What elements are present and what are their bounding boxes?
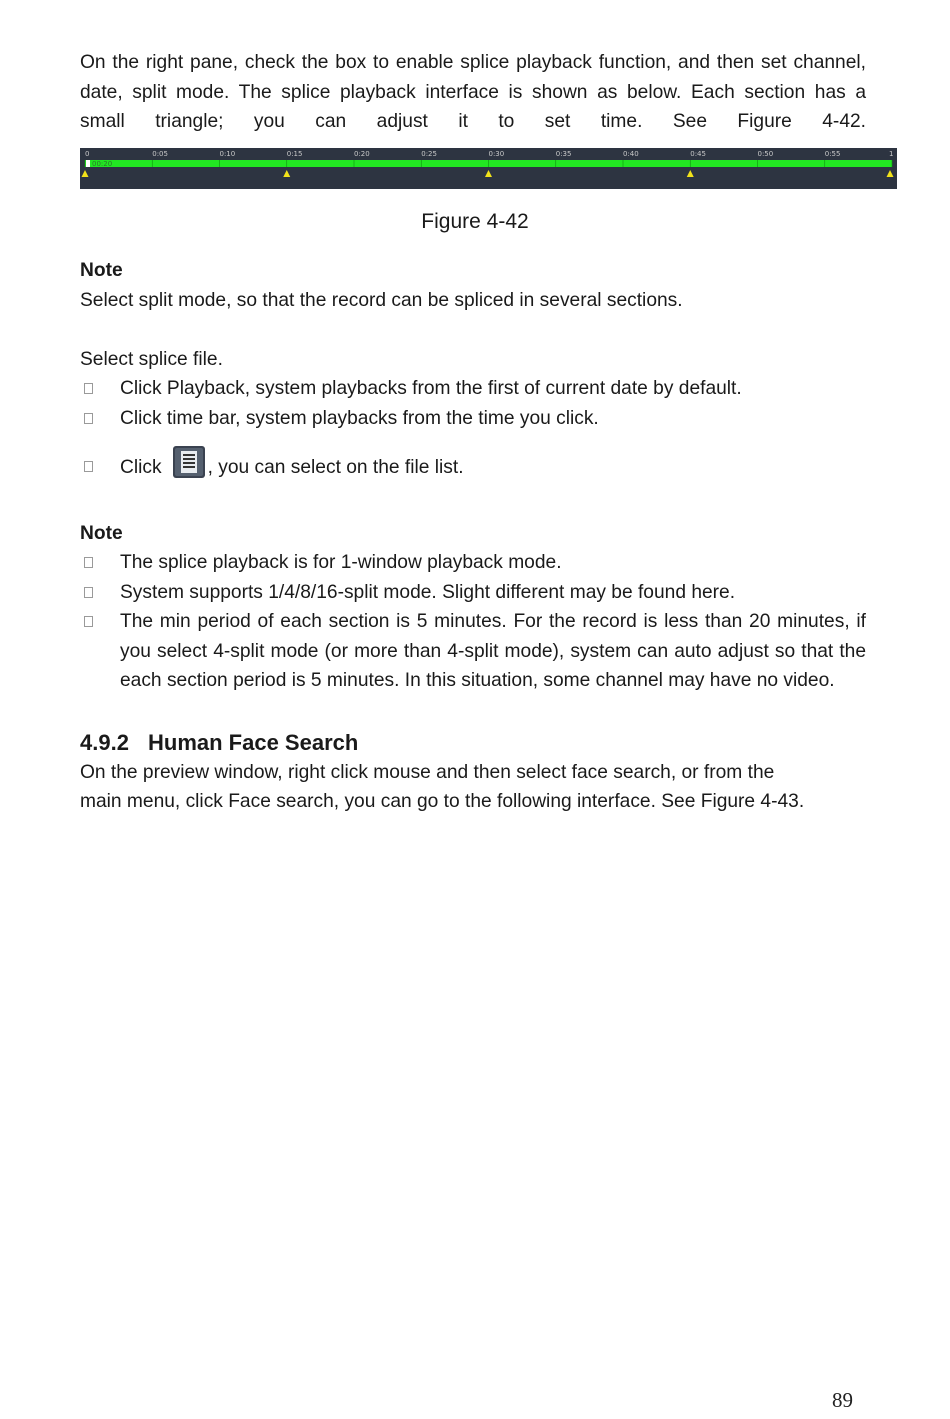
section-triangle-handle	[687, 170, 694, 177]
page-body	[80, 48, 866, 137]
file-list-icon[interactable]	[172, 445, 206, 479]
click-prefix: Click	[120, 457, 162, 478]
list-item-text: Click Playback, system playbacks from the first of current date by default.	[120, 378, 742, 399]
splice-time-bar[interactable]	[80, 148, 897, 189]
note-title: Note	[80, 260, 123, 281]
page-number: 89	[832, 1388, 853, 1412]
list-item	[80, 374, 866, 404]
section-triangle-handle	[283, 170, 290, 177]
intro-line-2: date, split mode. The splice playback interface is shown as below. Each section has a	[80, 81, 866, 103]
section-triangle-handle	[485, 170, 492, 177]
intro-line-3: small triangle; you can adjust it to set time. See Figure 4-42.	[80, 111, 866, 132]
bullet-box-icon	[84, 461, 93, 472]
tick-label: 0:30	[488, 150, 505, 158]
bullet-box-icon	[84, 587, 93, 598]
list-item-text: Click time bar, system playbacks from the time you click.	[120, 407, 599, 429]
tick-label: 0:15	[286, 150, 303, 158]
note-title: Note	[80, 522, 123, 544]
tick-label: 0:45	[690, 150, 706, 158]
note-text: Select split mode, so that the record can be spliced in several sections.	[80, 289, 683, 311]
tick-label: 0	[85, 150, 90, 158]
section-triangle-handle	[82, 170, 89, 177]
section-heading	[80, 728, 866, 758]
tick-label: 0:05	[152, 150, 168, 158]
tick-label: 0:25	[421, 150, 437, 158]
current-time-label: 00:20	[92, 160, 113, 168]
content-body	[80, 256, 866, 817]
tick-label: 0:20	[354, 150, 370, 158]
tick-label: 0:55	[824, 150, 841, 158]
section-text-line-1: On the preview window, right click mouse and then select face search, or from the	[80, 761, 775, 783]
bullet-box-icon	[84, 413, 93, 424]
time-bar-graphic[interactable]	[80, 148, 897, 189]
bullet-box-icon	[84, 616, 93, 627]
list-item-text: System supports 1/4/8/16-split mode. Slight different may be found here.	[120, 581, 736, 603]
list-item	[80, 404, 866, 434]
list-item-text: The min period of each section is 5 minutes. For the record is less than 20 minutes, if you select 4-split mode (or more than 4-split mode), system can auto adjust so that the each section period is 5 minutes. In this situation, some channel may have no video.	[120, 611, 866, 691]
list-item-text: The splice playback is for 1-window playback mode.	[120, 552, 562, 573]
section-title: Human Face Search	[148, 729, 359, 755]
playhead-marker	[86, 160, 90, 167]
tick-label: 0:40	[623, 150, 639, 158]
tick-label: 0:50	[757, 150, 774, 158]
figure-caption: Figure 4-42	[421, 210, 529, 233]
list-item	[80, 445, 866, 483]
section-text-line-2: main menu, click Face search, you can go to the following interface. See Figure 4-43.	[80, 791, 805, 812]
intro-line-1: On the right pane, check the box to enable splice playback function, and then set channel,	[80, 52, 866, 73]
tick-label: 1	[889, 150, 894, 158]
list-item	[80, 578, 866, 608]
select-file-heading: Select splice file.	[80, 348, 223, 370]
tick-label: 0:10	[219, 150, 236, 158]
tick-label: 0:35	[555, 150, 572, 158]
bullet-box-icon	[84, 383, 93, 394]
section-number: 4.9.2	[80, 729, 129, 755]
list-item	[80, 548, 866, 578]
list-item	[80, 607, 866, 696]
click-suffix: , you can select on the file list.	[207, 457, 464, 478]
bullet-box-icon	[84, 557, 93, 568]
section-triangle-handle	[887, 170, 894, 177]
